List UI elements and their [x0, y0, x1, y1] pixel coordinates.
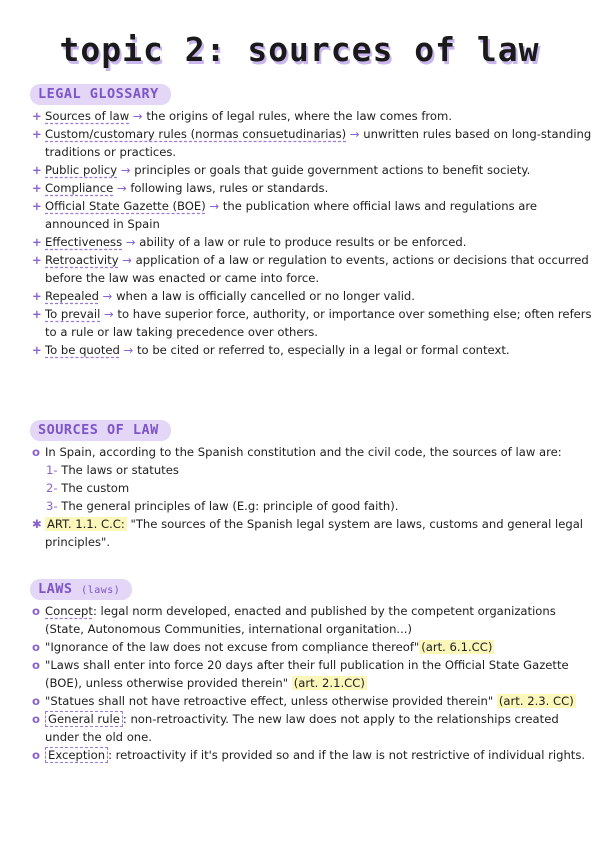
glossary-term: Custom/customary rules (normas consuetudinarias) — [45, 127, 347, 141]
glossary-item — [32, 161, 592, 179]
arrow-right-icon: → — [123, 343, 134, 357]
glossary-definition: unwritten rules based on long-standing traditions or practices. — [45, 127, 592, 159]
laws-concept — [32, 602, 592, 638]
circle-bullet-icon: o — [32, 658, 40, 672]
glossary-list — [32, 107, 592, 359]
plus-bullet-icon: + — [32, 163, 42, 177]
plus-bullet-icon: + — [32, 199, 42, 213]
laws-quote — [32, 692, 592, 710]
glossary-term: To prevail — [45, 307, 101, 321]
exception-label: Exception — [45, 747, 108, 763]
sources-intro-text: In Spain, according to the Spanish constitution and the civil code, the sources of law are: — [45, 445, 562, 459]
laws-heading-note: (laws) — [81, 585, 121, 596]
arrow-right-icon: → — [122, 253, 132, 267]
sources-list-item — [32, 479, 592, 497]
circle-bullet-icon: o — [32, 712, 40, 726]
glossary-definition: ability of a law or rule to produce results or be enforced. — [139, 235, 467, 249]
laws-exception — [32, 746, 592, 764]
glossary-item — [32, 107, 592, 125]
glossary-term: Effectiveness — [45, 235, 123, 249]
glossary-term: To be quoted — [45, 343, 120, 357]
circle-bullet-icon: o — [32, 748, 40, 762]
arrow-right-icon: → — [209, 199, 220, 213]
glossary-item — [32, 305, 592, 341]
plus-bullet-icon: + — [32, 307, 42, 321]
plus-bullet-icon: + — [32, 127, 42, 141]
circle-bullet-icon: o — [32, 694, 40, 708]
glossary-definition: following laws, rules or standards. — [130, 181, 329, 195]
glossary-definition: the publication where official laws and regulations are announced in Spain — [45, 199, 538, 231]
asterisk-icon: ✱ — [32, 517, 42, 531]
glossary-item — [32, 341, 592, 359]
quote-text: "Laws shall enter into force 20 days after their full publication in the Official State Gazette (BOE), unless otherwise provided therein" — [45, 658, 569, 690]
glossary-definition: to be cited or referred to, especially in a legal or formal context. — [137, 343, 510, 357]
circle-bullet-icon: o — [32, 445, 40, 459]
page-title: topic 2: sources of law — [59, 30, 540, 69]
plus-bullet-icon: + — [32, 289, 42, 303]
quote-text: "Statues shall not have retroactive effect, unless otherwise provided therein" — [45, 694, 494, 708]
glossary-definition: to have superior force, authority, or importance over something else; often refers to a rule or law taking precedence over others. — [45, 307, 592, 339]
glossary-item — [32, 251, 592, 287]
list-number: 1- — [46, 463, 58, 477]
list-number: 2- — [46, 481, 58, 495]
glossary-term: Public policy — [45, 163, 118, 177]
glossary-definition: application of a law or regulation to events, actions or decisions that occurred before the law was enacted or came into force. — [45, 253, 589, 285]
plus-bullet-icon: + — [32, 109, 42, 123]
laws-quote — [32, 638, 592, 656]
glossary-definition: principles or goals that guide government actions to benefit society. — [134, 163, 531, 177]
laws-section — [32, 602, 592, 764]
sources-section — [32, 443, 592, 551]
laws-heading-text: LAWS — [38, 581, 73, 597]
article-label: ART. 1.1. C.C: — [47, 517, 125, 531]
list-text: The custom — [61, 481, 130, 495]
arrow-right-icon: → — [120, 163, 131, 177]
general-rule-text: : non-retroactivity. The new law does not apply to the relationships created under the old one. — [45, 712, 559, 744]
sources-list-item — [32, 497, 592, 515]
quote-text: "Ignorance of the law does not excuse from compliance thereof" — [45, 640, 420, 654]
plus-bullet-icon: + — [32, 181, 42, 195]
arrow-right-icon: → — [125, 235, 136, 249]
glossary-item — [32, 197, 592, 233]
sources-intro — [32, 443, 592, 461]
concept-label: Concept — [45, 604, 93, 618]
glossary-term: Compliance — [45, 181, 114, 195]
laws-heading — [30, 579, 132, 600]
article-text: "The sources of the Spanish legal system are laws, customs and general legal principles". — [45, 517, 584, 549]
arrow-right-icon: → — [102, 289, 113, 303]
list-text: The laws or statutes — [61, 463, 179, 477]
glossary-item — [32, 125, 592, 161]
sources-list-item — [32, 461, 592, 479]
plus-bullet-icon: + — [32, 253, 42, 267]
exception-text: : retroactivity if it's provided so and if the law is not restrictive of individual rights. — [108, 748, 586, 762]
glossary-term: Repealed — [45, 289, 99, 303]
article-quote — [32, 515, 592, 551]
glossary-item — [32, 287, 592, 305]
list-number: 3- — [46, 499, 58, 513]
plus-bullet-icon: + — [32, 235, 42, 249]
arrow-right-icon: → — [116, 181, 127, 195]
glossary-definition: when a law is officially cancelled or no longer valid. — [116, 289, 415, 303]
general-rule-label: General rule — [45, 711, 123, 727]
glossary-definition: the origins of legal rules, where the law comes from. — [146, 109, 453, 123]
sources-heading: SOURCES OF LAW — [30, 420, 171, 441]
arrow-right-icon: → — [349, 127, 360, 141]
arrow-right-icon: → — [104, 307, 114, 321]
list-text: The general principles of law (E.g: principle of good faith). — [61, 499, 399, 513]
glossary-item — [32, 179, 592, 197]
glossary-term: Official State Gazette (BOE) — [45, 199, 206, 213]
arrow-right-icon: → — [132, 109, 143, 123]
glossary-heading: LEGAL GLOSSARY — [30, 84, 171, 105]
laws-general-rule — [32, 710, 592, 746]
glossary-term: Sources of law — [45, 109, 130, 123]
plus-bullet-icon: + — [32, 343, 42, 357]
article-reference: (art. 2.3. CC) — [498, 694, 574, 708]
article-reference: (art. 2.1.CC) — [293, 676, 365, 690]
glossary-item — [32, 233, 592, 251]
laws-quote — [32, 656, 592, 692]
glossary-term: Retroactivity — [45, 253, 119, 267]
concept-text: : legal norm developed, enacted and published by the competent organizations (State, Autonomous Communities, international organitation...) — [45, 604, 556, 636]
circle-bullet-icon: o — [32, 640, 40, 654]
circle-bullet-icon: o — [32, 604, 40, 618]
article-reference: (art. 6.1.CC) — [421, 640, 493, 654]
